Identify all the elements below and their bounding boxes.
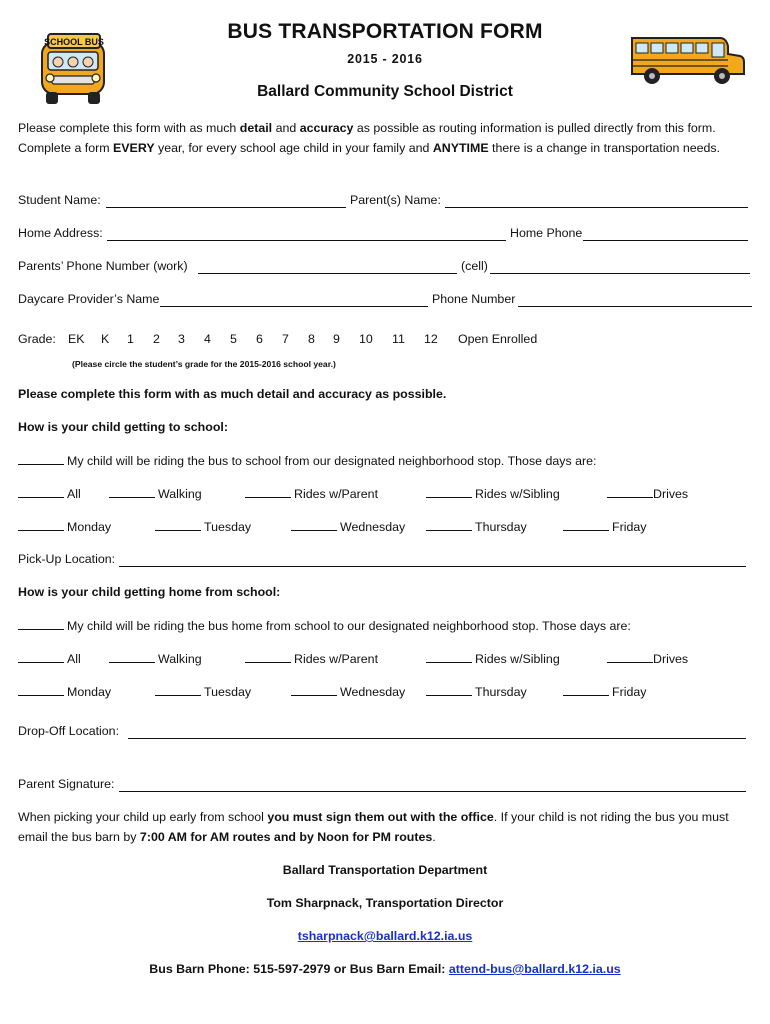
pickup-location-label: Pick-Up Location:: [18, 552, 116, 566]
dropoff-location-label: Drop-Off Location:: [18, 724, 120, 738]
grade-option-6[interactable]: 6: [256, 332, 263, 346]
blank-line[interactable]: [18, 453, 64, 465]
intro-line-1: Please complete this form with as much detail and accuracy as possible as routing information is pulled directly from this form.: [18, 121, 716, 135]
bus-barn-phone-text: Bus Barn Phone: 515-597-2979 or Bus Barn Email:: [149, 962, 449, 976]
closing-line-1: When picking your child up early from school you must sign them out with the office. If your child is not riding the bus you must: [18, 810, 729, 824]
pickup-location-field[interactable]: [119, 554, 746, 567]
parents-work-phone-field[interactable]: [198, 261, 457, 274]
grade-option-7[interactable]: 7: [282, 332, 289, 346]
student-name-label: Student Name:: [18, 193, 101, 207]
daycare-phone-label: Phone Number: [432, 292, 516, 306]
from-school-option-walking[interactable]: Walking: [109, 651, 202, 666]
daycare-provider-label: Daycare Provider’s Name: [18, 292, 160, 306]
from-school-option-drives[interactable]: Drives: [607, 651, 688, 666]
to-school-day-wednesday[interactable]: Wednesday: [291, 519, 405, 534]
to-school-heading: How is your child getting to school:: [18, 420, 228, 434]
blank-line[interactable]: [18, 618, 64, 630]
to-school-option-rides-parent[interactable]: Rides w/Parent: [245, 486, 378, 501]
from-school-option-all[interactable]: All: [18, 651, 81, 666]
school-year: 2015 - 2016: [347, 52, 423, 66]
grade-option-9[interactable]: 9: [333, 332, 340, 346]
grade-option-2[interactable]: 2: [153, 332, 160, 346]
daycare-provider-field[interactable]: [160, 294, 428, 307]
parents-name-field[interactable]: [445, 195, 748, 208]
from-school-day-thursday[interactable]: Thursday: [426, 684, 527, 699]
grade-option-10[interactable]: 10: [359, 332, 373, 346]
parents-name-label: Parent(s) Name:: [350, 193, 441, 207]
director-name: Tom Sharpnack, Transportation Director: [266, 896, 504, 910]
cell-phone-field[interactable]: [490, 261, 750, 274]
from-school-day-friday[interactable]: Friday: [563, 684, 646, 699]
to-school-day-friday[interactable]: Friday: [563, 519, 646, 534]
cell-phone-label: (cell): [461, 259, 488, 273]
bus-barn-contact: [0, 962, 770, 976]
bus-sign-text: SCHOOL BUS: [44, 37, 104, 47]
director-email-row: [0, 929, 770, 943]
grade-option-ek[interactable]: EK: [68, 332, 85, 346]
home-phone-field[interactable]: [583, 228, 748, 241]
grade-option-k[interactable]: K: [101, 332, 110, 346]
to-school-option-all[interactable]: All: [18, 486, 81, 501]
grade-label: Grade:: [18, 332, 56, 346]
grade-note: (Please circle the student’s grade for the 2015-2016 school year.): [72, 359, 336, 369]
grade-option-open-enrolled[interactable]: Open Enrolled: [458, 332, 538, 346]
from-school-option-rides-parent[interactable]: Rides w/Parent: [245, 651, 378, 666]
intro-line-2: Complete a form EVERY year, for every school age child in your family and ANYTIME there is a change in transportation needs.: [18, 141, 721, 155]
home-address-label: Home Address:: [18, 226, 103, 240]
home-address-field[interactable]: [107, 228, 506, 241]
from-school-riding-row: [18, 618, 631, 633]
grade-option-11[interactable]: 11: [392, 332, 405, 346]
from-school-option-rides-sibling[interactable]: Rides w/Sibling: [426, 651, 560, 666]
student-name-field[interactable]: [106, 195, 346, 208]
department-name: Ballard Transportation Department: [282, 863, 488, 877]
to-school-option-rides-sibling[interactable]: Rides w/Sibling: [426, 486, 560, 501]
closing-line-2: email the bus barn by 7:00 AM for AM routes and by Noon for PM routes.: [18, 830, 436, 844]
grade-option-5[interactable]: 5: [230, 332, 237, 346]
to-school-option-drives[interactable]: Drives: [607, 486, 688, 501]
from-school-riding-text: My child will be riding the bus home from school to our designated neighborhood stop. Those days are:: [67, 619, 631, 633]
home-phone-label: Home Phone: [510, 226, 583, 240]
from-school-day-monday[interactable]: Monday: [18, 684, 111, 699]
to-school-day-thursday[interactable]: Thursday: [426, 519, 527, 534]
bus-barn-email-link[interactable]: attend-bus@ballard.k12.ia.us: [448, 962, 621, 976]
from-school-heading: How is your child getting home from school:: [18, 585, 281, 599]
to-school-day-monday[interactable]: Monday: [18, 519, 111, 534]
grade-option-1[interactable]: 1: [127, 332, 134, 346]
from-school-day-tuesday[interactable]: Tuesday: [155, 684, 251, 699]
grade-option-8[interactable]: 8: [308, 332, 315, 346]
grade-option-4[interactable]: 4: [204, 332, 211, 346]
detail-reminder: Please complete this form with as much detail and accuracy as possible.: [18, 387, 447, 401]
district-name: Ballard Community School District: [257, 83, 513, 100]
parents-work-phone-label: Parents’ Phone Number (work): [18, 259, 188, 273]
to-school-option-walking[interactable]: Walking: [109, 486, 202, 501]
to-school-riding-row: [18, 453, 596, 468]
grade-option-12[interactable]: 12: [424, 332, 438, 346]
dropoff-location-field[interactable]: [128, 726, 746, 739]
parent-signature-label: Parent Signature:: [18, 777, 115, 791]
daycare-phone-field[interactable]: [518, 294, 752, 307]
to-school-riding-text: My child will be riding the bus to school from our designated neighborhood stop. Those days are:: [67, 454, 597, 468]
from-school-day-wednesday[interactable]: Wednesday: [291, 684, 405, 699]
director-email-link[interactable]: tsharpnack@ballard.k12.ia.us: [297, 929, 473, 943]
parent-signature-field[interactable]: [119, 779, 746, 792]
form-title: BUS TRANSPORTATION FORM: [227, 20, 543, 43]
to-school-day-tuesday[interactable]: Tuesday: [155, 519, 251, 534]
grade-option-3[interactable]: 3: [178, 332, 185, 346]
